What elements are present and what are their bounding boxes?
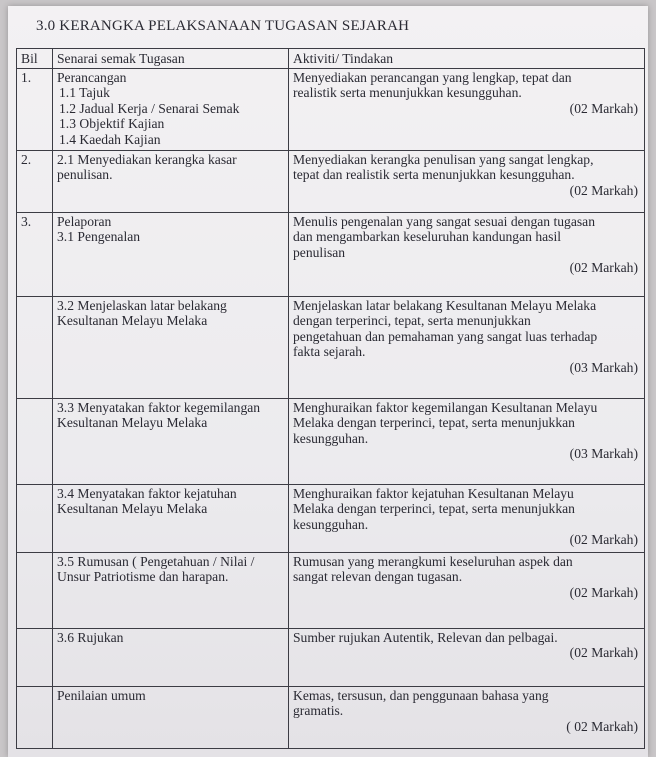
senarai-line: 1.4 Kaedah Kajian [59, 131, 161, 147]
aktiviti-line: penulisan [293, 244, 346, 260]
markah-label: (02 Markah) [569, 645, 638, 660]
markah-label: (02 Markah) [569, 182, 638, 198]
senarai-line: Kesultanan Melayu Melaka [57, 313, 208, 328]
senarai-line: Penilaian umum [57, 687, 146, 703]
markah-label: (02 Markah) [569, 260, 638, 275]
senarai-line: Kesultanan Melayu Melaka [57, 501, 208, 516]
table-header-row [17, 49, 645, 69]
senarai-line: 3.5 Rumusan ( Pengetahuan / Nilai / [57, 553, 255, 569]
senarai-line: 3.2 Menjelaskan latar belakang [57, 297, 227, 313]
aktiviti-line: Menghuraikan faktor kegemilangan Kesultanan Melayu [293, 399, 598, 415]
aktiviti-line: fakta sejarah. [293, 344, 366, 359]
aktiviti-line: gramatis. [293, 703, 344, 718]
senarai-line: Kesultanan Melayu Melaka [57, 415, 208, 430]
cell-aktiviti [289, 484, 645, 552]
table-row [17, 552, 645, 628]
senarai-line: penulisan. [57, 167, 113, 182]
senarai-line: 2.1 Menyediakan kerangka kasar [57, 151, 237, 167]
senarai-line: 3.3 Menyatakan faktor kegemilangan [57, 399, 261, 415]
document-title: 3.0 KERANGKA PELAKSANAAN TUGASAN SEJARAH [36, 18, 410, 34]
aktiviti-line: Menyediakan kerangka penulisan yang sangat lengkap, [293, 151, 594, 167]
cell-senarai [53, 552, 289, 628]
aktiviti-line: Sumber rujukan Autentik, Relevan dan pelbagai. [293, 629, 558, 645]
cell-aktiviti [289, 398, 645, 484]
aktiviti-line: Melaka dengan terperinci, tepat, serta menunjukkan [293, 501, 575, 516]
aktiviti-line: Kemas, tersusun, dan penggunaan bahasa yang [293, 687, 549, 703]
aktiviti-line: dan mengambarkan keseluruhan kandungan hasil [293, 229, 562, 244]
task-framework-table [16, 48, 645, 749]
senarai-line: 1.1 Tajuk [59, 85, 110, 100]
cell-senarai [53, 398, 289, 484]
aktiviti-line: kesungguhan. [293, 516, 369, 532]
senarai-line: Unsur Patriotisme dan harapan. [57, 569, 229, 584]
cell-senarai [53, 628, 289, 686]
aktiviti-line: Menulis pengenalan yang sangat sesuai dengan tugasan [293, 213, 595, 229]
cell-aktiviti [289, 686, 645, 748]
senarai-line: Perancangan [57, 69, 127, 85]
senarai-line: 1.2 Jadual Kerja / Senarai Semak [59, 100, 240, 116]
markah-label: (03 Markah) [569, 446, 638, 461]
markah-label: (02 Markah) [569, 584, 638, 600]
table-row [17, 68, 645, 150]
cell-aktiviti [289, 628, 645, 686]
cell-bil: 2. [17, 150, 53, 212]
header-senarai: Senarai semak Tugasan [53, 49, 289, 69]
table-row [17, 484, 645, 552]
cell-bil [17, 398, 53, 484]
table-row [17, 628, 645, 686]
cell-aktiviti [289, 212, 645, 296]
senarai-line: 3.1 Pengenalan [57, 229, 141, 244]
aktiviti-line: pengetahuan dan pemahaman yang sangat luas terhadap [293, 328, 598, 344]
senarai-line: 3.6 Rujukan [57, 629, 124, 645]
cell-senarai [53, 686, 289, 748]
markah-label: ( 02 Markah) [566, 718, 638, 734]
cell-aktiviti [289, 552, 645, 628]
cell-aktiviti [289, 296, 645, 398]
cell-senarai [53, 68, 289, 150]
aktiviti-line: Melaka dengan terperinci, tepat, serta menunjukkan [293, 415, 575, 430]
aktiviti-line: realistik serta menunjukkan kesungguhan. [293, 85, 522, 100]
cell-senarai [53, 484, 289, 552]
table-row [17, 150, 645, 212]
cell-senarai [53, 212, 289, 296]
document-page [8, 6, 648, 757]
cell-bil [17, 484, 53, 552]
senarai-line: 1.3 Objektif Kajian [59, 116, 165, 131]
cell-senarai [53, 296, 289, 398]
aktiviti-line: Menyediakan perancangan yang lengkap, tepat dan [293, 69, 572, 85]
cell-bil: 1. [17, 68, 53, 150]
senarai-line: Pelaporan [57, 213, 112, 229]
table-row [17, 686, 645, 748]
cell-senarai [53, 150, 289, 212]
cell-aktiviti [289, 68, 645, 150]
table-row [17, 398, 645, 484]
table-row [17, 212, 645, 296]
header-aktiviti: Aktiviti/ Tindakan [289, 49, 645, 69]
aktiviti-line: dengan terperinci, tepat, serta menunjukkan [293, 313, 531, 328]
aktiviti-line: sangat relevan dengan tugasan. [293, 569, 463, 584]
aktiviti-line: Rumusan yang merangkumi keseluruhan aspek dan [293, 553, 573, 569]
cell-bil [17, 628, 53, 686]
cell-bil: 3. [17, 212, 53, 296]
cell-bil [17, 296, 53, 398]
senarai-line: 3.4 Menyatakan faktor kejatuhan [57, 485, 237, 501]
cell-bil [17, 686, 53, 748]
aktiviti-line: Menghuraikan faktor kejatuhan Kesultanan Melayu [293, 485, 574, 501]
header-bil: Bil [17, 49, 53, 69]
markah-label: (02 Markah) [569, 532, 638, 547]
markah-label: (02 Markah) [569, 100, 638, 116]
table-row [17, 296, 645, 398]
aktiviti-line: tepat dan realistik serta menunjukkan kesungguhan. [293, 167, 575, 182]
cell-bil [17, 552, 53, 628]
aktiviti-line: Menjelaskan latar belakang Kesultanan Melayu Melaka [293, 297, 597, 313]
markah-label: (03 Markah) [569, 359, 638, 375]
cell-aktiviti [289, 150, 645, 212]
aktiviti-line: kesungguhan. [293, 430, 369, 446]
